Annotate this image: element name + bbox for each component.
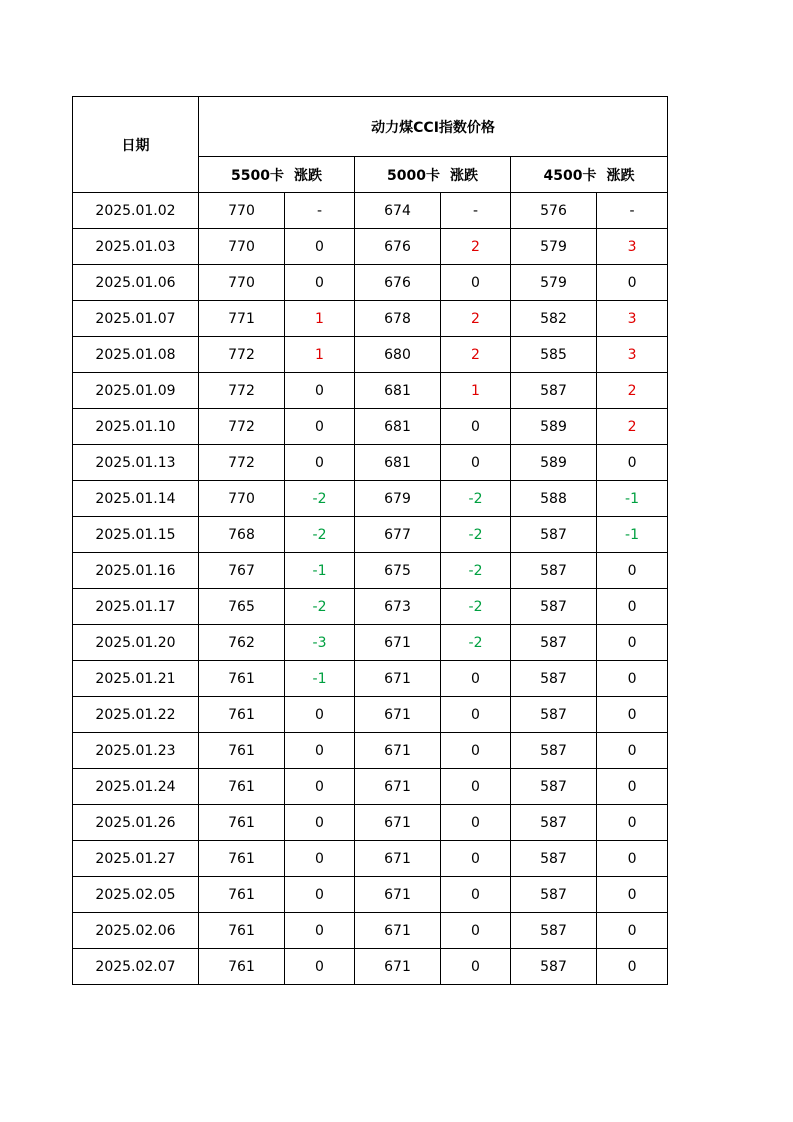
price-5500: 772 xyxy=(199,373,285,409)
change-4500: 0 xyxy=(597,625,668,661)
price-5000: 671 xyxy=(355,697,441,733)
price-5000: 671 xyxy=(355,877,441,913)
price-5000: 671 xyxy=(355,661,441,697)
price-4500: 576 xyxy=(511,193,597,229)
table-row xyxy=(73,373,668,409)
change-5500: 1 xyxy=(285,301,355,337)
change-5000: 0 xyxy=(441,733,511,769)
date-cell: 2025.01.08 xyxy=(73,337,199,373)
change-4500: 0 xyxy=(597,913,668,949)
change-5000: 2 xyxy=(441,229,511,265)
change-5500: 1 xyxy=(285,337,355,373)
price-5000: 676 xyxy=(355,265,441,301)
change-4500: 3 xyxy=(597,229,668,265)
price-4500: 587 xyxy=(511,913,597,949)
cci-group-title: 动力煤CCI指数价格 xyxy=(199,97,668,157)
change-5000: 0 xyxy=(441,877,511,913)
change-4500: -1 xyxy=(597,481,668,517)
table-row xyxy=(73,805,668,841)
price-4500: 579 xyxy=(511,265,597,301)
price-4500: 587 xyxy=(511,625,597,661)
date-cell: 2025.01.15 xyxy=(73,517,199,553)
price-5000: 671 xyxy=(355,805,441,841)
change-4500: 0 xyxy=(597,877,668,913)
price-4500: 587 xyxy=(511,805,597,841)
grade-4500-label: 4500卡 xyxy=(543,167,597,184)
price-4500: 587 xyxy=(511,589,597,625)
price-5500: 761 xyxy=(199,733,285,769)
cci-price-table xyxy=(72,96,668,985)
date-cell: 2025.01.10 xyxy=(73,409,199,445)
table-row xyxy=(73,517,668,553)
change-4500: 0 xyxy=(597,733,668,769)
price-5000: 681 xyxy=(355,409,441,445)
date-cell: 2025.01.22 xyxy=(73,697,199,733)
table-row xyxy=(73,193,668,229)
price-4500: 587 xyxy=(511,373,597,409)
change-4500: 0 xyxy=(597,841,668,877)
table-row xyxy=(73,409,668,445)
change-4500: 3 xyxy=(597,337,668,373)
price-5500: 770 xyxy=(199,229,285,265)
change-5000: 0 xyxy=(441,841,511,877)
change-5500: -1 xyxy=(285,661,355,697)
change-5000: 0 xyxy=(441,769,511,805)
change-5500: 0 xyxy=(285,805,355,841)
change-5500: -2 xyxy=(285,517,355,553)
change-5500: 0 xyxy=(285,409,355,445)
price-5000: 671 xyxy=(355,733,441,769)
change-5500: 0 xyxy=(285,265,355,301)
price-5500: 770 xyxy=(199,265,285,301)
change-5000-label: 涨跌 xyxy=(449,167,478,184)
change-5500: 0 xyxy=(285,769,355,805)
change-4500: 0 xyxy=(597,445,668,481)
change-5000: -2 xyxy=(441,589,511,625)
table-row xyxy=(73,949,668,985)
date-cell: 2025.01.24 xyxy=(73,769,199,805)
date-cell: 2025.01.26 xyxy=(73,805,199,841)
date-cell: 2025.01.02 xyxy=(73,193,199,229)
change-5000: 0 xyxy=(441,409,511,445)
grade-5000-header xyxy=(355,157,511,193)
table-row xyxy=(73,553,668,589)
price-5500: 761 xyxy=(199,877,285,913)
grade-5000-label: 5000卡 xyxy=(387,167,440,184)
table-row xyxy=(73,697,668,733)
change-5500: 0 xyxy=(285,373,355,409)
change-4500: 0 xyxy=(597,553,668,589)
change-4500: 0 xyxy=(597,805,668,841)
price-4500: 587 xyxy=(511,877,597,913)
date-cell: 2025.01.23 xyxy=(73,733,199,769)
change-5000: -2 xyxy=(441,481,511,517)
table-body xyxy=(73,193,668,985)
change-5500: 0 xyxy=(285,445,355,481)
price-5000: 678 xyxy=(355,301,441,337)
change-5500: 0 xyxy=(285,877,355,913)
price-4500: 579 xyxy=(511,229,597,265)
table-row xyxy=(73,229,668,265)
price-5000: 675 xyxy=(355,553,441,589)
table-row xyxy=(73,877,668,913)
change-5500: 0 xyxy=(285,913,355,949)
change-5500: 0 xyxy=(285,733,355,769)
table-row xyxy=(73,301,668,337)
price-5500: 761 xyxy=(199,949,285,985)
price-4500: 587 xyxy=(511,841,597,877)
change-5000: 0 xyxy=(441,265,511,301)
price-4500: 589 xyxy=(511,445,597,481)
price-5500: 761 xyxy=(199,913,285,949)
change-4500: 0 xyxy=(597,949,668,985)
price-4500: 587 xyxy=(511,553,597,589)
change-5500: 0 xyxy=(285,841,355,877)
change-4500: 0 xyxy=(597,769,668,805)
price-5000: 681 xyxy=(355,445,441,481)
table-row xyxy=(73,445,668,481)
price-5500: 762 xyxy=(199,625,285,661)
date-cell: 2025.01.21 xyxy=(73,661,199,697)
price-5500: 767 xyxy=(199,553,285,589)
change-5500: -3 xyxy=(285,625,355,661)
table-row xyxy=(73,625,668,661)
price-5500: 761 xyxy=(199,697,285,733)
price-4500: 589 xyxy=(511,409,597,445)
price-4500: 587 xyxy=(511,661,597,697)
date-cell: 2025.02.07 xyxy=(73,949,199,985)
table-row xyxy=(73,589,668,625)
change-5000: 0 xyxy=(441,697,511,733)
price-5500: 768 xyxy=(199,517,285,553)
change-5000: -2 xyxy=(441,553,511,589)
change-4500: 0 xyxy=(597,697,668,733)
price-4500: 587 xyxy=(511,697,597,733)
price-5500: 761 xyxy=(199,769,285,805)
change-4500: 2 xyxy=(597,373,668,409)
price-5000: 681 xyxy=(355,373,441,409)
table-row xyxy=(73,769,668,805)
table-row xyxy=(73,661,668,697)
price-5000: 679 xyxy=(355,481,441,517)
price-5500: 761 xyxy=(199,661,285,697)
price-4500: 582 xyxy=(511,301,597,337)
price-5000: 671 xyxy=(355,769,441,805)
change-5500: 0 xyxy=(285,949,355,985)
change-5000: 2 xyxy=(441,337,511,373)
price-5500: 770 xyxy=(199,193,285,229)
price-5500: 770 xyxy=(199,481,285,517)
price-5500: 772 xyxy=(199,409,285,445)
change-4500-label: 涨跌 xyxy=(606,167,635,184)
change-5000: - xyxy=(441,193,511,229)
date-cell: 2025.01.16 xyxy=(73,553,199,589)
change-5000: 0 xyxy=(441,445,511,481)
change-5000: -2 xyxy=(441,625,511,661)
date-cell: 2025.01.14 xyxy=(73,481,199,517)
change-4500: 0 xyxy=(597,661,668,697)
price-5000: 671 xyxy=(355,913,441,949)
price-5000: 677 xyxy=(355,517,441,553)
change-5000: 1 xyxy=(441,373,511,409)
table-row xyxy=(73,265,668,301)
price-5000: 676 xyxy=(355,229,441,265)
price-4500: 587 xyxy=(511,769,597,805)
grade-5500-label: 5500卡 xyxy=(231,167,284,184)
price-4500: 585 xyxy=(511,337,597,373)
price-5500: 772 xyxy=(199,445,285,481)
price-5000: 671 xyxy=(355,949,441,985)
table-row xyxy=(73,913,668,949)
price-5000: 673 xyxy=(355,589,441,625)
change-5500: 0 xyxy=(285,697,355,733)
change-4500: 0 xyxy=(597,589,668,625)
table-row xyxy=(73,733,668,769)
date-cell: 2025.01.07 xyxy=(73,301,199,337)
change-5500: -2 xyxy=(285,481,355,517)
grade-5500-header xyxy=(199,157,355,193)
price-5500: 761 xyxy=(199,805,285,841)
change-5000: 2 xyxy=(441,301,511,337)
change-5000: 0 xyxy=(441,805,511,841)
change-4500: 0 xyxy=(597,265,668,301)
change-5500-label: 涨跌 xyxy=(293,167,322,184)
date-cell: 2025.01.06 xyxy=(73,265,199,301)
change-4500: 3 xyxy=(597,301,668,337)
date-cell: 2025.01.17 xyxy=(73,589,199,625)
date-cell: 2025.01.20 xyxy=(73,625,199,661)
change-4500: -1 xyxy=(597,517,668,553)
date-cell: 2025.01.03 xyxy=(73,229,199,265)
change-5500: 0 xyxy=(285,229,355,265)
date-cell: 2025.01.27 xyxy=(73,841,199,877)
change-5000: 0 xyxy=(441,949,511,985)
price-5500: 761 xyxy=(199,841,285,877)
table-row xyxy=(73,337,668,373)
price-5500: 771 xyxy=(199,301,285,337)
table-row xyxy=(73,481,668,517)
price-5500: 772 xyxy=(199,337,285,373)
change-5000: 0 xyxy=(441,913,511,949)
change-4500: - xyxy=(597,193,668,229)
price-5000: 671 xyxy=(355,625,441,661)
change-5500: -2 xyxy=(285,589,355,625)
price-4500: 587 xyxy=(511,949,597,985)
change-5000: 0 xyxy=(441,661,511,697)
date-cell: 2025.01.09 xyxy=(73,373,199,409)
change-5500: - xyxy=(285,193,355,229)
date-column-header: 日期 xyxy=(73,97,199,193)
price-4500: 587 xyxy=(511,733,597,769)
price-5000: 680 xyxy=(355,337,441,373)
header-row-top xyxy=(73,97,668,157)
change-5500: -1 xyxy=(285,553,355,589)
change-4500: 2 xyxy=(597,409,668,445)
table-row xyxy=(73,841,668,877)
grade-4500-header xyxy=(511,157,668,193)
price-5500: 765 xyxy=(199,589,285,625)
price-4500: 588 xyxy=(511,481,597,517)
date-cell: 2025.02.06 xyxy=(73,913,199,949)
date-cell: 2025.01.13 xyxy=(73,445,199,481)
date-cell: 2025.02.05 xyxy=(73,877,199,913)
price-5000: 674 xyxy=(355,193,441,229)
price-5000: 671 xyxy=(355,841,441,877)
price-4500: 587 xyxy=(511,517,597,553)
change-5000: -2 xyxy=(441,517,511,553)
